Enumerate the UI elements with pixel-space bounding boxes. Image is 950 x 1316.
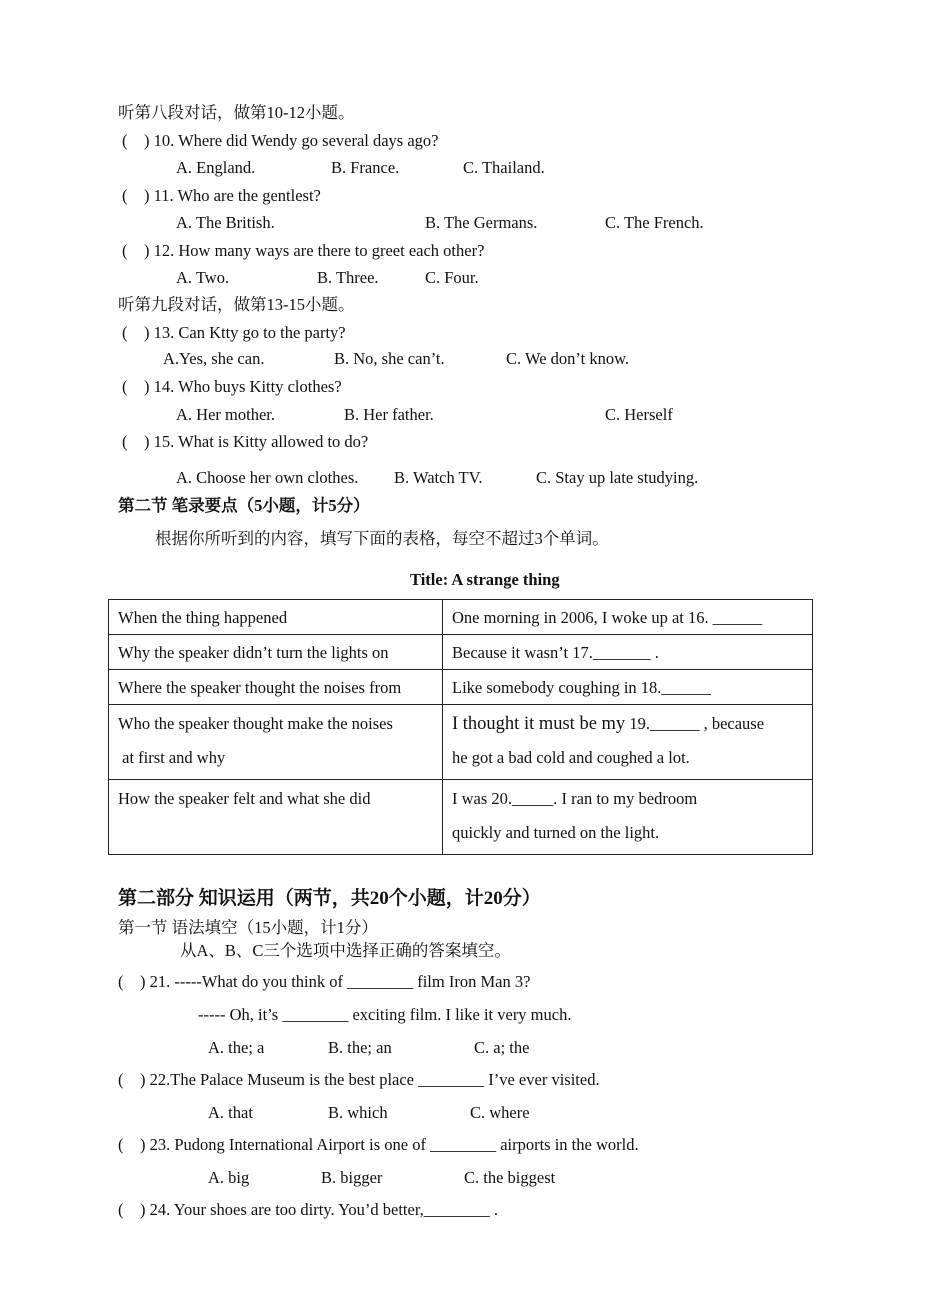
section9-header: 听第九段对话，做第13-15小题。 xyxy=(118,295,355,314)
q12-option-a: A. Two. xyxy=(176,268,230,287)
q14-option-b: B. Her father. xyxy=(344,405,434,424)
q10-option-a: A. England. xyxy=(176,158,256,177)
question-24: ( ) 24. Your shoes are too dirty. You’d better,________ . xyxy=(118,1200,499,1219)
q11-option-a: A. The British. xyxy=(176,213,275,232)
q15-option-c: C. Stay up late studying. xyxy=(536,468,699,487)
question-14: ( ) 14. Who buys Kitty clothes? xyxy=(122,377,342,396)
note-instruction: 根据你所听到的内容，填写下面的表格，每空不超过3个单词。 xyxy=(155,529,609,548)
q10-option-c: C. Thailand. xyxy=(463,158,545,177)
table-cell-right-lead: I thought it must be my xyxy=(452,714,626,734)
q22-option-a: A. that xyxy=(208,1103,253,1122)
question-21: ( ) 21. -----What do you think of ________ film Iron Man 3? xyxy=(118,972,531,991)
q14-option-a: A. Her mother. xyxy=(176,405,275,424)
q15-option-a: A. Choose her own clothes. xyxy=(176,468,359,487)
part2-section-title: 第一节 语法填空（15小题，计1分） xyxy=(118,918,378,937)
question-15: ( ) 15. What is Kitty allowed to do? xyxy=(122,432,369,451)
table-title: Title: A strange thing xyxy=(410,570,560,589)
q12-option-b: B. Three. xyxy=(317,268,379,287)
q14-option-c: C. Herself xyxy=(605,405,673,424)
q12-option-c: C. Four. xyxy=(425,268,479,287)
q13-option-c: C. We don’t know. xyxy=(506,349,630,368)
q21-option-a: A. the; a xyxy=(208,1038,265,1057)
table-row xyxy=(109,635,813,670)
table-cell-right: One morning in 2006, I woke up at 16. ______ xyxy=(443,600,813,635)
part2-title: 第二部分 知识运用（两节，共20个小题，计20分） xyxy=(118,888,541,909)
table-row xyxy=(109,600,813,635)
q11-option-b: B. The Germans. xyxy=(425,213,538,232)
note-section-title: 第二节 笔录要点（5小题，计5分） xyxy=(118,496,370,515)
q21-option-c: C. a; the xyxy=(474,1038,530,1057)
q15-option-b: B. Watch TV. xyxy=(394,468,483,487)
q23-option-a: A. big xyxy=(208,1168,250,1187)
question-10: ( ) 10. Where did Wendy go several days ago? xyxy=(122,131,439,150)
q11-option-c: C. The French. xyxy=(605,213,704,232)
table-cell-left: Who the speaker thought make the noises at first and why xyxy=(109,705,443,780)
part2-instruction: 从A、B、C三个选项中选择正确的答案填空。 xyxy=(180,941,511,960)
q13-option-a: A.Yes, she can. xyxy=(163,349,265,368)
q13-option-b: B. No, she can’t. xyxy=(334,349,445,368)
q23-option-b: B. bigger xyxy=(321,1168,383,1187)
table-row xyxy=(109,670,813,705)
question-21-line2: ----- Oh, it’s ________ exciting film. I like it very much. xyxy=(198,1005,572,1024)
question-22: ( ) 22.The Palace Museum is the best place ________ I’ve ever visited. xyxy=(118,1070,600,1089)
table-cell-right: I was 20._____. I ran to my bedroom quickly and turned on the light. xyxy=(443,780,813,855)
table-cell-right xyxy=(443,705,813,780)
q22-option-c: C. where xyxy=(470,1103,530,1122)
q21-option-b: B. the; an xyxy=(328,1038,392,1057)
table-cell-left: Where the speaker thought the noises from xyxy=(109,670,443,705)
question-13: ( ) 13. Can Ktty go to the party? xyxy=(122,323,346,342)
section8-header: 听第八段对话，做第10-12小题。 xyxy=(118,103,355,122)
question-11: ( ) 11. Who are the gentlest? xyxy=(122,186,321,205)
q10-option-b: B. France. xyxy=(331,158,400,177)
notes-table xyxy=(108,599,813,855)
table-cell-left: How the speaker felt and what she did xyxy=(109,780,443,855)
q23-option-c: C. the biggest xyxy=(464,1168,556,1187)
table-row xyxy=(109,705,813,780)
table-row xyxy=(109,780,813,855)
question-23: ( ) 23. Pudong International Airport is one of ________ airports in the world. xyxy=(118,1135,639,1154)
table-cell-left: When the thing happened xyxy=(109,600,443,635)
table-cell-right-rest: 19.______ , because he got a bad cold and coughed a lot. xyxy=(452,714,765,767)
question-12: ( ) 12. How many ways are there to greet each other? xyxy=(122,241,485,260)
q22-option-b: B. which xyxy=(328,1103,388,1122)
table-cell-right: Like somebody coughing in 18.______ xyxy=(443,670,813,705)
table-cell-left: Why the speaker didn’t turn the lights on xyxy=(109,635,443,670)
table-cell-right: Because it wasn’t 17._______ . xyxy=(443,635,813,670)
